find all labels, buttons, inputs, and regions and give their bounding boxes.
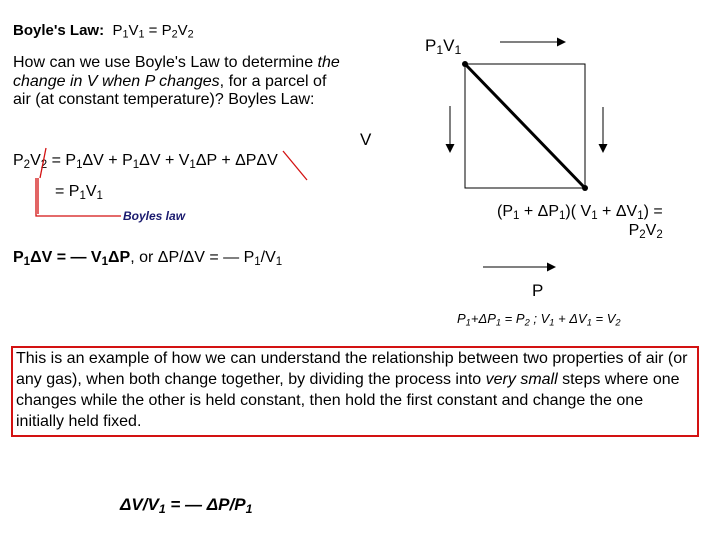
expanded-equation: $P_2V_2 = P_1\Delta V + P_1\Delta V + V_1\Delta P + \Delta P\Delta V$ [13,152,278,171]
step-equation: $P_1+\Delta P_1 = P_2$ ; $V_1 + \Delta V_1 = V_2$ [457,311,621,328]
red-slash-right [283,151,307,180]
diagonal-line [465,64,585,188]
explanation-italic: very small [485,371,558,388]
explanation-part1: This is an example of how we can understand the relationship between two properties of air (or any gas), when both change together, by dividing the process into [16,350,688,388]
title-formula: $P_1V_1 = P_2V_2$ [112,22,194,41]
start-point [462,61,468,67]
diagram-top-label: $P_1V_1$ [425,36,462,58]
question-part2: , for a parcel of air (at constant temperature)? Boyles Law: [13,72,327,108]
question-italic: the change in V when P changes [13,54,340,90]
red-annotations [36,148,307,216]
bottom-equation: $\Delta V/V_1$ = — $\Delta P/P_1$ [120,495,253,517]
v-axis-label: V [360,130,372,149]
end-point [582,185,588,191]
title-bold: Boyle's Law: [13,22,105,39]
red-bracket [36,178,121,216]
red-slash-left [40,148,46,178]
explanation-part2: steps where one changes while the other is held constant, then hold the first constant and change the one initially held fixed. [16,371,680,430]
equals-equation: = $P_1V_1$ [55,183,103,202]
question-part1: How can we use Boyle's Law to determine [13,54,318,71]
diagram-bottom-label: $(P_1 + \Delta P_1)$( $V_1 + \Delta V_1$) = $P_2V_2$ [497,203,663,241]
boyles-law-label: Boyles law [123,209,186,223]
p-axis-label: P [532,281,544,300]
result-equation: $P_1\Delta V$ = — $V_1\Delta P$, or ΔP/ΔV = — $P_1/V_1$ [13,249,283,268]
